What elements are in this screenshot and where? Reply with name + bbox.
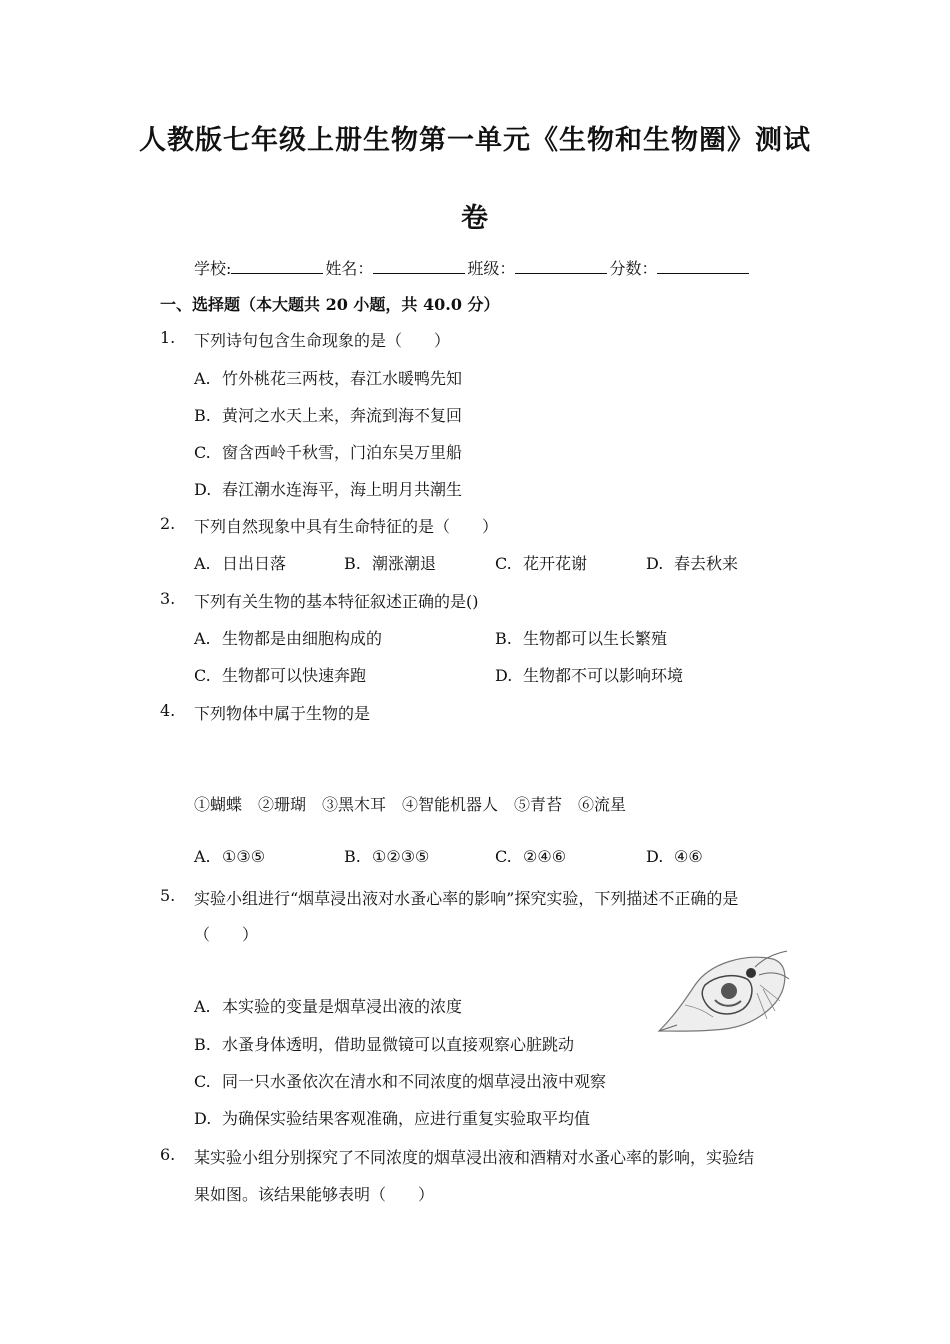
option-text: 生物都不可以影响环境	[523, 666, 684, 685]
daphnia-illustration	[655, 945, 790, 1037]
option-letter: A.	[194, 369, 211, 388]
option-letter: B.	[344, 847, 361, 866]
option-text: 竹外桃花三两枝，春江水暖鸭先知	[222, 369, 463, 388]
option-text: ①②③⑤	[372, 847, 430, 866]
school-label: 学校:	[194, 259, 232, 278]
option-text: ④⑥	[674, 847, 703, 866]
class-label: 班级：	[467, 259, 516, 278]
option-letter: B.	[194, 1035, 211, 1054]
option-letter: A.	[194, 997, 211, 1016]
option-a	[194, 626, 382, 649]
question-number: 5.	[160, 886, 176, 905]
name-blank[interactable]	[373, 259, 465, 274]
option-text: 窗含西岭千秋雪，门泊东吴万里船	[222, 443, 463, 462]
student-info-row	[194, 256, 751, 279]
option-a	[194, 994, 462, 1017]
option-text: 潮涨潮退	[372, 554, 437, 573]
question-stem: 下列有关生物的基本特征叙述正确的是()	[194, 592, 479, 611]
name-label: 姓名：	[325, 259, 374, 278]
option-letter: D.	[194, 1109, 212, 1128]
question-stem: 下列诗句包含生命现象的是（ ）	[194, 331, 451, 350]
option-a	[194, 366, 462, 389]
question-stem: 下列自然现象中具有生命特征的是（ ）	[194, 517, 499, 536]
option-c	[194, 663, 366, 686]
option-b	[194, 403, 462, 426]
option-text: 生物都可以生长繁殖	[523, 629, 668, 648]
option-d	[194, 1106, 590, 1129]
option-text: ②④⑥	[523, 847, 567, 866]
option-letter: A.	[194, 847, 211, 866]
option-letter: C.	[194, 443, 211, 462]
option-b	[194, 1032, 574, 1055]
score-label: 分数：	[609, 259, 658, 278]
question-stem: 实验小组进行“烟草浸出液对水蚤心率的影响”探究实验，下列描述不正确的是	[194, 889, 739, 908]
option-c	[194, 1069, 606, 1092]
option-letter: B.	[344, 554, 361, 573]
option-text: 黄河之水天上来，奔流到海不复回	[222, 406, 463, 425]
question-stem-continued: 果如图。该结果能够表明（ ）	[194, 1185, 435, 1204]
question-number: 2.	[160, 514, 176, 533]
option-letter: D.	[194, 480, 212, 499]
option-d	[194, 477, 462, 500]
school-blank[interactable]	[231, 259, 323, 274]
option-letter: C.	[194, 1072, 211, 1091]
option-text: 生物都可以快速奔跑	[222, 666, 367, 685]
option-text: 日出日落	[222, 554, 287, 573]
option-b	[344, 551, 436, 574]
option-d	[646, 551, 738, 574]
option-text: 春江潮水连海平，海上明月共潮生	[222, 480, 463, 499]
option-text: 本实验的变量是烟草浸出液的浓度	[222, 997, 463, 1016]
option-text: 为确保实验结果客观准确，应进行重复实验取平均值	[222, 1109, 591, 1128]
question-number: 6.	[160, 1145, 176, 1164]
option-a	[194, 551, 286, 574]
option-letter: A.	[194, 554, 211, 573]
class-blank[interactable]	[515, 259, 607, 274]
option-c	[495, 551, 587, 574]
option-letter: C.	[194, 666, 211, 685]
question-item-list: ①蝴蝶 ②珊瑚 ③黑木耳 ④智能机器人 ⑤青苔 ⑥流星	[194, 795, 627, 814]
option-letter: C.	[495, 554, 512, 573]
water-flea-image	[655, 945, 790, 1037]
option-text: ①③⑤	[222, 847, 266, 866]
option-b	[344, 847, 429, 866]
option-a	[194, 847, 265, 866]
section-heading: 一、选择题（本大题共 20 小题，共 40.0 分）	[160, 295, 500, 314]
option-d	[495, 663, 683, 686]
question-number: 4.	[160, 701, 176, 720]
option-letter: D.	[646, 554, 664, 573]
question-stem: 某实验小组分别探究了不同浓度的烟草浸出液和酒精对水蚤心率的影响，实验结	[194, 1148, 755, 1167]
option-text: 水蚤身体透明，借助显微镜可以直接观察心脏跳动	[222, 1035, 575, 1054]
page-title: 人教版七年级上册生物第一单元《生物和生物圈》测试	[139, 125, 811, 156]
option-letter: D.	[646, 847, 664, 866]
question-number: 3.	[160, 589, 176, 608]
option-c	[194, 440, 462, 463]
option-text: 花开花谢	[523, 554, 588, 573]
option-text: 同一只水蚤依次在清水和不同浓度的烟草浸出液中观察	[222, 1072, 607, 1091]
option-letter: C.	[495, 847, 512, 866]
option-text: 生物都是由细胞构成的	[222, 629, 383, 648]
option-d	[646, 847, 703, 866]
option-letter: A.	[194, 629, 211, 648]
question-stem-continued: （ ）	[194, 925, 259, 944]
option-letter: B.	[194, 406, 211, 425]
option-letter: B.	[495, 629, 512, 648]
option-text: 春去秋来	[674, 554, 739, 573]
question-stem: 下列物体中属于生物的是	[194, 704, 371, 723]
option-b	[495, 626, 667, 649]
score-blank[interactable]	[657, 259, 749, 274]
question-number: 1.	[160, 328, 176, 347]
option-letter: D.	[495, 666, 513, 685]
page-title-continued: 卷	[461, 203, 489, 234]
option-c	[495, 847, 566, 866]
